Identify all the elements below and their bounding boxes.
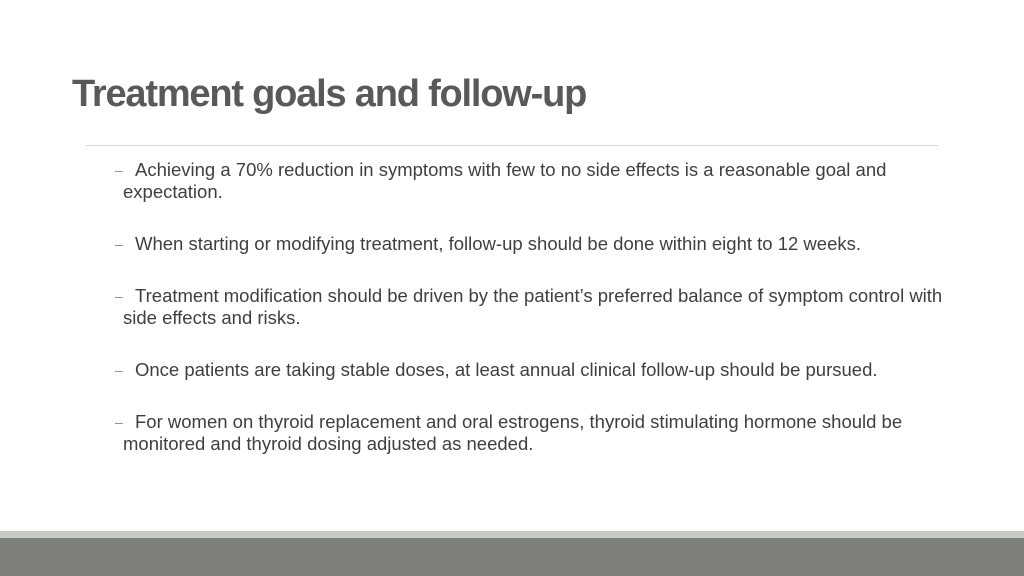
- bullet-item: [112, 411, 972, 455]
- bullet-text: For women on thyroid replacement and oral estrogens, thyroid stimulating hormone should be monitored and thyroid dosing adjusted as needed.: [123, 411, 903, 454]
- bullet-list: [112, 159, 972, 485]
- bullet-item: [112, 233, 972, 255]
- footer-accent-bar: [0, 531, 1024, 538]
- bullet-dash-icon: –: [115, 414, 123, 430]
- bullet-text: Treatment modification should be driven by the patient’s preferred balance of symptom control with side effects and risks.: [123, 285, 943, 328]
- footer-bar: [0, 538, 1024, 576]
- bullet-text: When starting or modifying treatment, follow-up should be done within eight to 12 weeks.: [135, 233, 862, 254]
- bullet-dash-icon: –: [115, 288, 123, 304]
- bullet-item: [112, 285, 972, 329]
- bullet-text: Achieving a 70% reduction in symptoms with few to no side effects is a reasonable goal and expectation.: [123, 159, 887, 202]
- bullet-dash-icon: –: [115, 162, 123, 178]
- bullet-text: Once patients are taking stable doses, at least annual clinical follow-up should be pursued.: [135, 359, 878, 380]
- slide-title: Treatment goals and follow-up: [72, 73, 587, 115]
- bullet-dash-icon: –: [115, 236, 123, 252]
- bullet-item: [112, 159, 972, 203]
- bullet-item: [112, 359, 972, 381]
- bullet-dash-icon: –: [115, 362, 123, 378]
- title-divider: [86, 145, 938, 146]
